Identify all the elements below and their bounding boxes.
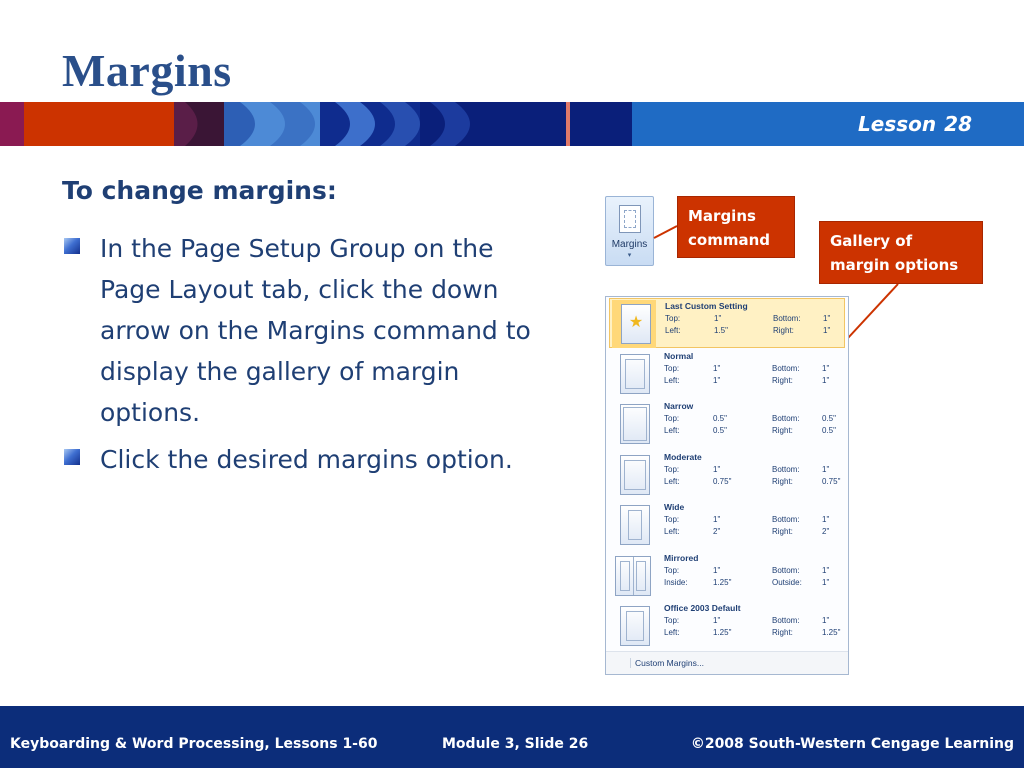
gallery-item-name: Office 2003 Default: [664, 603, 741, 613]
slide-footer: [0, 706, 1024, 768]
gallery-item-name: Mirrored: [664, 553, 699, 563]
item-label: Bottom:: [772, 515, 800, 524]
bullet-text: Click the desired margins option.: [100, 445, 513, 474]
item-value: 1.25": [713, 628, 732, 637]
item-label: Left:: [664, 376, 680, 385]
page-thumbnail-icon: [620, 404, 650, 444]
item-row: [664, 628, 844, 639]
page-thumbnail-icon: [620, 354, 650, 394]
gallery-item-mirrored[interactable]: [609, 551, 845, 601]
item-label: Left:: [664, 477, 680, 486]
item-label: Top:: [664, 414, 680, 423]
item-value: 2": [822, 527, 830, 536]
item-label: Bottom:: [772, 566, 800, 575]
item-label: Left:: [664, 628, 680, 637]
item-value: 1": [713, 364, 721, 373]
chevron-down-icon[interactable]: ▾: [627, 252, 632, 259]
item-value: 1": [823, 326, 831, 335]
item-value: 1": [822, 616, 830, 625]
gallery-item-office-2003[interactable]: [609, 601, 845, 651]
item-value: 0.5": [713, 426, 727, 435]
gallery-footer: [606, 651, 848, 674]
item-label: Bottom:: [772, 414, 800, 423]
thumbnail-frame: [611, 552, 655, 600]
item-value: 1": [713, 465, 721, 474]
item-value: 1": [822, 578, 830, 587]
item-label: Top:: [664, 515, 680, 524]
callout-margins-command: Margins command: [677, 196, 795, 258]
callout-gallery: Gallery of margin options: [819, 221, 983, 284]
item-value: 1": [822, 515, 830, 524]
item-value: 1.5": [714, 326, 728, 335]
bullet-item: [62, 228, 552, 433]
item-value: 1": [822, 376, 830, 385]
item-row: [665, 314, 845, 325]
item-label: Bottom:: [772, 465, 800, 474]
item-value: 1": [823, 314, 831, 323]
lesson-number: 28: [944, 112, 972, 136]
thumbnail-frame: [611, 501, 655, 549]
gallery-item-name: Moderate: [664, 452, 702, 462]
item-value: 1": [713, 566, 721, 575]
margins-gallery: [605, 296, 849, 675]
item-value: 1": [713, 515, 721, 524]
item-row: [665, 326, 845, 337]
gallery-item-name: Last Custom Setting: [665, 301, 748, 311]
item-row: [664, 515, 844, 526]
item-row: [664, 578, 844, 589]
item-value: 1.25": [822, 628, 841, 637]
page-thumbnail-icon: [620, 505, 650, 545]
item-label: Right:: [772, 477, 793, 486]
bullet-item: [62, 439, 552, 480]
lesson-word: Lesson: [858, 112, 937, 136]
bullet-list: [62, 228, 552, 486]
item-label: Bottom:: [772, 616, 800, 625]
star-icon: ★: [628, 314, 644, 331]
item-label: Right:: [772, 426, 793, 435]
item-label: Left:: [664, 527, 680, 536]
item-label: Right:: [772, 628, 793, 637]
footer-slide-number: Module 3, Slide 26: [442, 736, 589, 752]
item-row: [664, 527, 844, 538]
item-value: 1": [713, 376, 721, 385]
item-value: 2": [713, 527, 721, 536]
slide-title: Margins: [62, 45, 232, 96]
gallery-item-moderate[interactable]: [609, 450, 845, 500]
item-value: 0.5": [822, 414, 836, 423]
thumbnail-frame: [611, 400, 655, 448]
square-bullet-icon: [64, 238, 80, 254]
item-label: Right:: [773, 326, 794, 335]
item-row: [664, 426, 844, 437]
item-value: 1.25": [713, 578, 732, 587]
item-value: 1": [822, 364, 830, 373]
item-row: [664, 616, 844, 627]
item-label: Inside:: [664, 578, 688, 587]
item-label: Left:: [665, 326, 681, 335]
margins-command-button[interactable]: [605, 196, 654, 266]
item-value: 0.5": [713, 414, 727, 423]
item-row: [664, 364, 844, 375]
thumbnail-frame: [611, 602, 655, 650]
custom-margins-button[interactable]: Custom Margins...: [630, 658, 704, 668]
item-row: [664, 465, 844, 476]
item-value: 1": [713, 616, 721, 625]
page-thumbnail-icon: [615, 556, 651, 596]
item-label: Bottom:: [772, 364, 800, 373]
thumbnail-frame: [611, 451, 655, 499]
item-label: Top:: [664, 465, 680, 474]
item-row: [664, 566, 844, 577]
square-bullet-icon: [64, 449, 80, 465]
thumbnail-frame: [612, 300, 656, 348]
item-value: 1": [714, 314, 722, 323]
item-row: [664, 477, 844, 488]
subheading: To change margins:: [62, 176, 337, 205]
gallery-item-name: Normal: [664, 351, 694, 361]
page-thumbnail-icon: [621, 304, 651, 344]
item-label: Outside:: [772, 578, 802, 587]
item-label: Top:: [664, 566, 680, 575]
item-value: 1": [822, 566, 830, 575]
page-thumbnail-icon: [620, 606, 650, 646]
item-label: Bottom:: [773, 314, 801, 323]
item-label: Left:: [664, 426, 680, 435]
item-row: [664, 414, 844, 425]
footer-course: Keyboarding & Word Processing, Lessons 1-60: [10, 736, 378, 752]
item-row: [664, 376, 844, 387]
item-value: 0.75": [713, 477, 732, 486]
page-thumbnail-icon: [620, 455, 650, 495]
item-label: Top:: [664, 616, 680, 625]
lesson-label: [858, 112, 972, 136]
gallery-item-name: Narrow: [664, 401, 694, 411]
item-label: Right:: [772, 376, 793, 385]
item-label: Top:: [664, 364, 680, 373]
item-value: 0.75": [822, 477, 841, 486]
gallery-item-narrow[interactable]: [609, 399, 845, 449]
item-label: Top:: [665, 314, 681, 323]
bullet-text: In the Page Setup Group on the Page Layout tab, click the down arrow on the Margins command to display the gallery of margin options.: [100, 234, 531, 427]
gallery-item-name: Wide: [664, 502, 685, 512]
item-label: Right:: [772, 527, 793, 536]
gallery-item-wide[interactable]: [609, 500, 845, 550]
gallery-item-normal[interactable]: [609, 349, 845, 399]
page-margins-icon: [619, 205, 641, 233]
thumbnail-frame: [611, 350, 655, 398]
footer-copyright: ©2008 South-Western Cengage Learning: [690, 736, 1014, 752]
item-value: 1": [822, 465, 830, 474]
item-value: 0.5": [822, 426, 836, 435]
margins-button-label: Margins: [611, 239, 648, 250]
gallery-item-last-custom[interactable]: [609, 298, 845, 348]
